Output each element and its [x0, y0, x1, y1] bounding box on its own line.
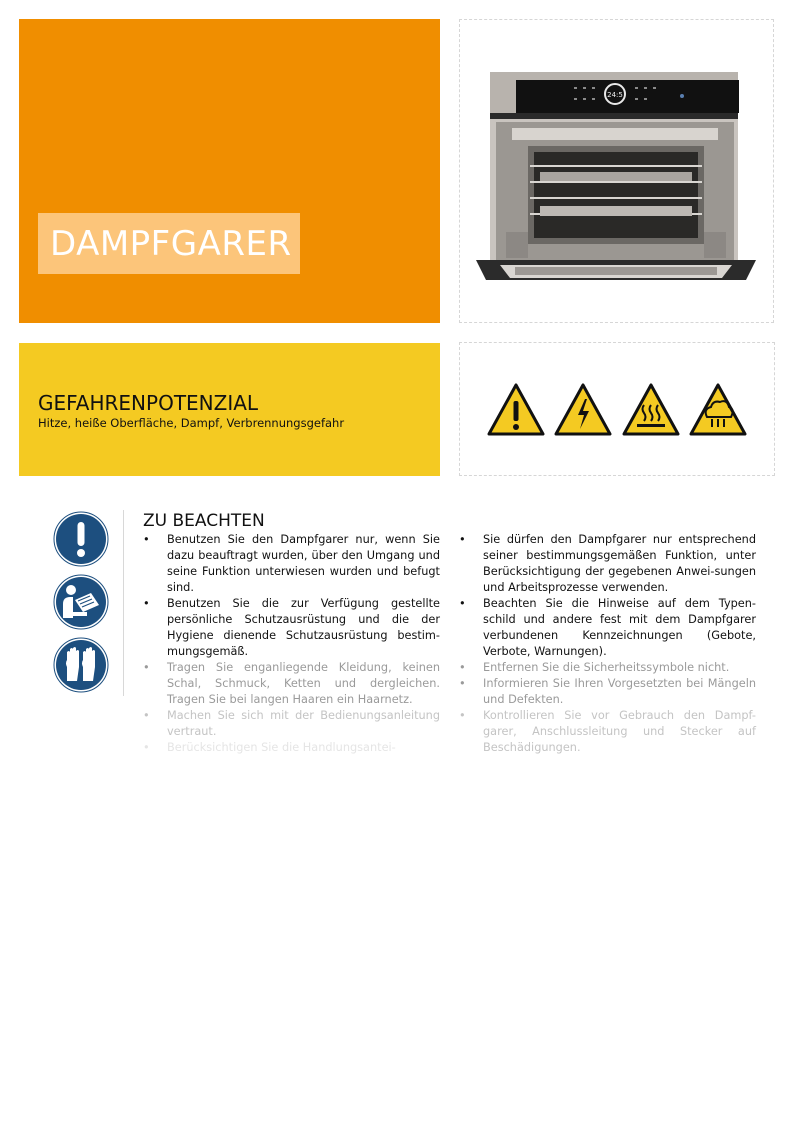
hot-steam-icon [691, 385, 745, 434]
product-image-frame [459, 19, 774, 323]
list-item: • Informieren Sie Ihren Vorgesetzten bei Mängeln und Defekten. [459, 676, 756, 708]
notes-column-left [143, 532, 440, 756]
list-item: • Beachten Sie die Hinweise auf dem Typen-schild und andere fest mit dem Dampfgarer verbundenen Kennzeichnungen (Gebote, Verbote, Warnungen). [459, 596, 756, 660]
divider-line [123, 510, 124, 696]
list-item: • Entfernen Sie die Sicherheitssymbole nicht. [459, 660, 756, 676]
notes-column-right [459, 532, 756, 756]
hazard-subtitle: Hitze, heiße Oberfläche, Dampf, Verbrennungsgefahr [38, 416, 345, 430]
page-title: DAMPFGARER [50, 224, 292, 264]
mandatory-signs [53, 511, 109, 693]
list-item: • Benutzen Sie die zur Verfügung gestellte persönliche Schutzausrüstung und die der Hygiene dienende Schutzausrüstung bestim-mungsgemäß. [143, 596, 440, 660]
mandatory-sign-icon [53, 511, 109, 567]
notes-title: ZU BEACHTEN [143, 511, 265, 531]
list-item: • Tragen Sie enganliegende Kleidung, keinen Schal, Schmuck, Ketten und dergleichen. Tragen Sie bei langen Haaren ein Haarnetz. [143, 660, 440, 708]
warning-exclamation-icon [489, 385, 543, 434]
electric-shock-icon [556, 385, 610, 434]
hot-surface-icon [624, 385, 678, 434]
list-item: • Kontrollieren Sie vor Gebrauch den Dampf-garer, Anschlussleitung und Stecker auf Beschädigungen. [459, 708, 756, 756]
oven-display: 24:5 [607, 91, 623, 99]
warning-signs-frame [459, 342, 775, 476]
list-item: • Berücksichtigen Sie die Handlungsantei- [143, 740, 440, 756]
steam-oven-image [460, 20, 773, 322]
read-manual-icon [53, 574, 109, 630]
list-item: • Sie dürfen den Dampfgarer nur entsprechend seiner bestimmungsgemäßen Funktion, unter Berücksichtigung der gegebenen Anwei-sungen und Arbeitsprozesse verwenden. [459, 532, 756, 596]
wear-gloves-icon [53, 637, 109, 693]
list-item: • Machen Sie sich mit der Bedienungsanleitung vertraut. [143, 708, 440, 740]
title-panel [19, 19, 440, 323]
hazard-title: GEFAHRENPOTENZIAL [38, 391, 259, 415]
list-item: • Benutzen Sie den Dampfgarer nur, wenn Sie dazu beauftragt wurden, über den Umgang und seine Funktion unterwiesen wurden und befugt sind. [143, 532, 440, 596]
